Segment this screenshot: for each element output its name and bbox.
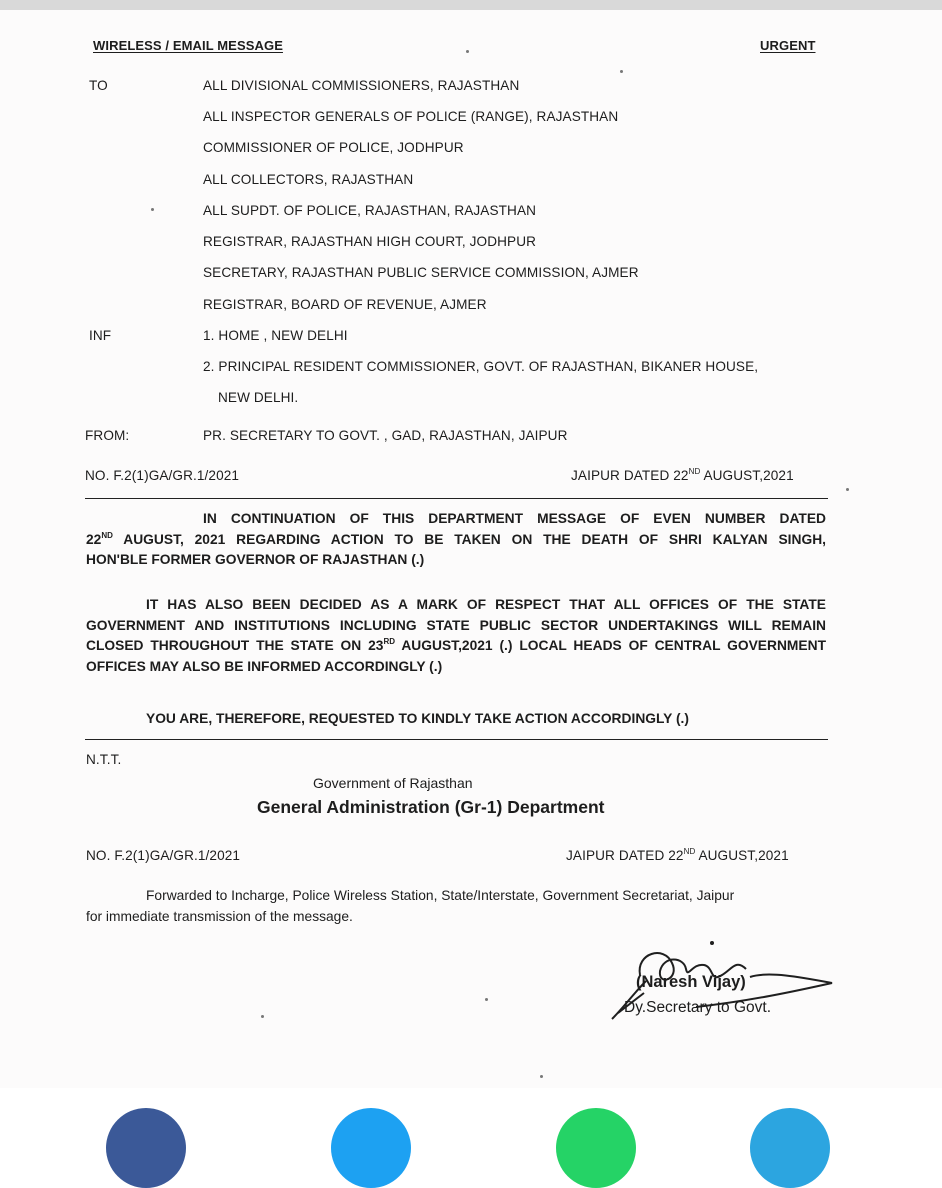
- forward-note: Forwarded to Incharge, Police Wireless Station, State/Interstate, Government Secretariat, Jaipur for immediate transmission of the message.: [86, 888, 735, 924]
- recipient-2: ALL INSPECTOR GENERALS OF POLICE (RANGE), RAJASTHAN: [203, 109, 619, 124]
- from-value: PR. SECRETARY TO GOVT. , GAD, RAJASTHAN, JAIPUR: [203, 428, 568, 443]
- document-page: [0, 10, 942, 1088]
- top-bar: [0, 0, 942, 10]
- inf-item-2: 2. PRINCIPAL RESIDENT COMMISSIONER, GOVT. OF RAJASTHAN, BIKANER HOUSE,: [203, 359, 759, 374]
- scan-speck: [151, 208, 154, 211]
- divider-top: [85, 498, 828, 499]
- scan-speck: [485, 998, 488, 1001]
- scan-speck: [540, 1075, 543, 1078]
- inf-label: INF: [89, 328, 112, 343]
- scan-speck: [620, 70, 623, 73]
- recipient-4: ALL COLLECTORS, RAJASTHAN: [203, 172, 414, 187]
- message-type: WIRELESS / EMAIL MESSAGE: [93, 38, 283, 53]
- priority-label: URGENT: [760, 38, 816, 53]
- signatory-name: (Naresh Vijay): [636, 973, 746, 991]
- paragraph-3: YOU ARE, THEREFORE, REQUESTED TO KINDLY TAKE ACTION ACCORDINGLY (.): [146, 711, 689, 726]
- scan-speck: [466, 50, 469, 53]
- reference-date: JAIPUR DATED 22ND AUGUST,2021: [571, 467, 794, 483]
- telegram-share-button[interactable]: [750, 1108, 830, 1188]
- government-name: Government of Rajasthan: [313, 775, 473, 791]
- recipient-3: COMMISSIONER OF POLICE, JODHPUR: [203, 140, 464, 155]
- recipient-7: SECRETARY, RAJASTHAN PUBLIC SERVICE COMMISSION, AJMER: [203, 265, 639, 280]
- divider-bottom: [85, 739, 828, 740]
- forward-reference-number: NO. F.2(1)GA/GR.1/2021: [86, 848, 241, 863]
- inf-item-1: 1. HOME , NEW DELHI: [203, 328, 348, 343]
- whatsapp-share-button[interactable]: [556, 1108, 636, 1188]
- recipient-8: REGISTRAR, BOARD OF REVENUE, AJMER: [203, 297, 487, 312]
- reference-number: NO. F.2(1)GA/GR.1/2021: [85, 468, 240, 483]
- from-label: FROM:: [85, 428, 130, 443]
- recipient-1: ALL DIVISIONAL COMMISSIONERS, RAJASTHAN: [203, 78, 520, 93]
- facebook-share-button[interactable]: [106, 1108, 186, 1188]
- twitter-share-button[interactable]: [331, 1108, 411, 1188]
- to-label: TO: [89, 78, 108, 93]
- recipient-6: REGISTRAR, RAJASTHAN HIGH COURT, JODHPUR: [203, 234, 537, 249]
- paragraph-2: IT HAS ALSO BEEN DECIDED AS A MARK OF RESPECT THAT ALL OFFICES OF THE STATE GOVERNMENT AND INSTITUTIONS INCLUDING STATE PUBLIC SECTOR UNDERTAKINGS WILL REMAIN CLOSED THROUGHOUT THE STATE ON 23RD AUGUST,2021 (.) LOCAL HEADS OF CENTRAL GOVERNMENT OFFICES MAY ALSO BE INFORMED ACCORDINGLY (.): [86, 597, 826, 674]
- scan-speck: [846, 488, 849, 491]
- paragraph-1: IN CONTINUATION OF THIS DEPARTMENT MESSAGE OF EVEN NUMBER DATED 22ND AUGUST, 2021 REGARDING ACTION TO BE TAKEN ON THE DEATH OF SHRI KALYAN SINGH, HON'BLE FORMER GOVERNOR OF RAJASTHAN (.): [86, 511, 826, 567]
- ntt-label: N.T.T.: [86, 752, 122, 767]
- forward-reference-date: JAIPUR DATED 22ND AUGUST,2021: [566, 847, 789, 863]
- signatory-designation: Dy.Secretary to Govt.: [624, 999, 772, 1016]
- inf-item-2-cont: NEW DELHI.: [218, 390, 299, 405]
- department-name: General Administration (Gr-1) Department: [257, 797, 605, 817]
- scan-speck: [261, 1015, 264, 1018]
- recipient-5: ALL SUPDT. OF POLICE, RAJASTHAN, RAJASTHAN: [203, 203, 537, 218]
